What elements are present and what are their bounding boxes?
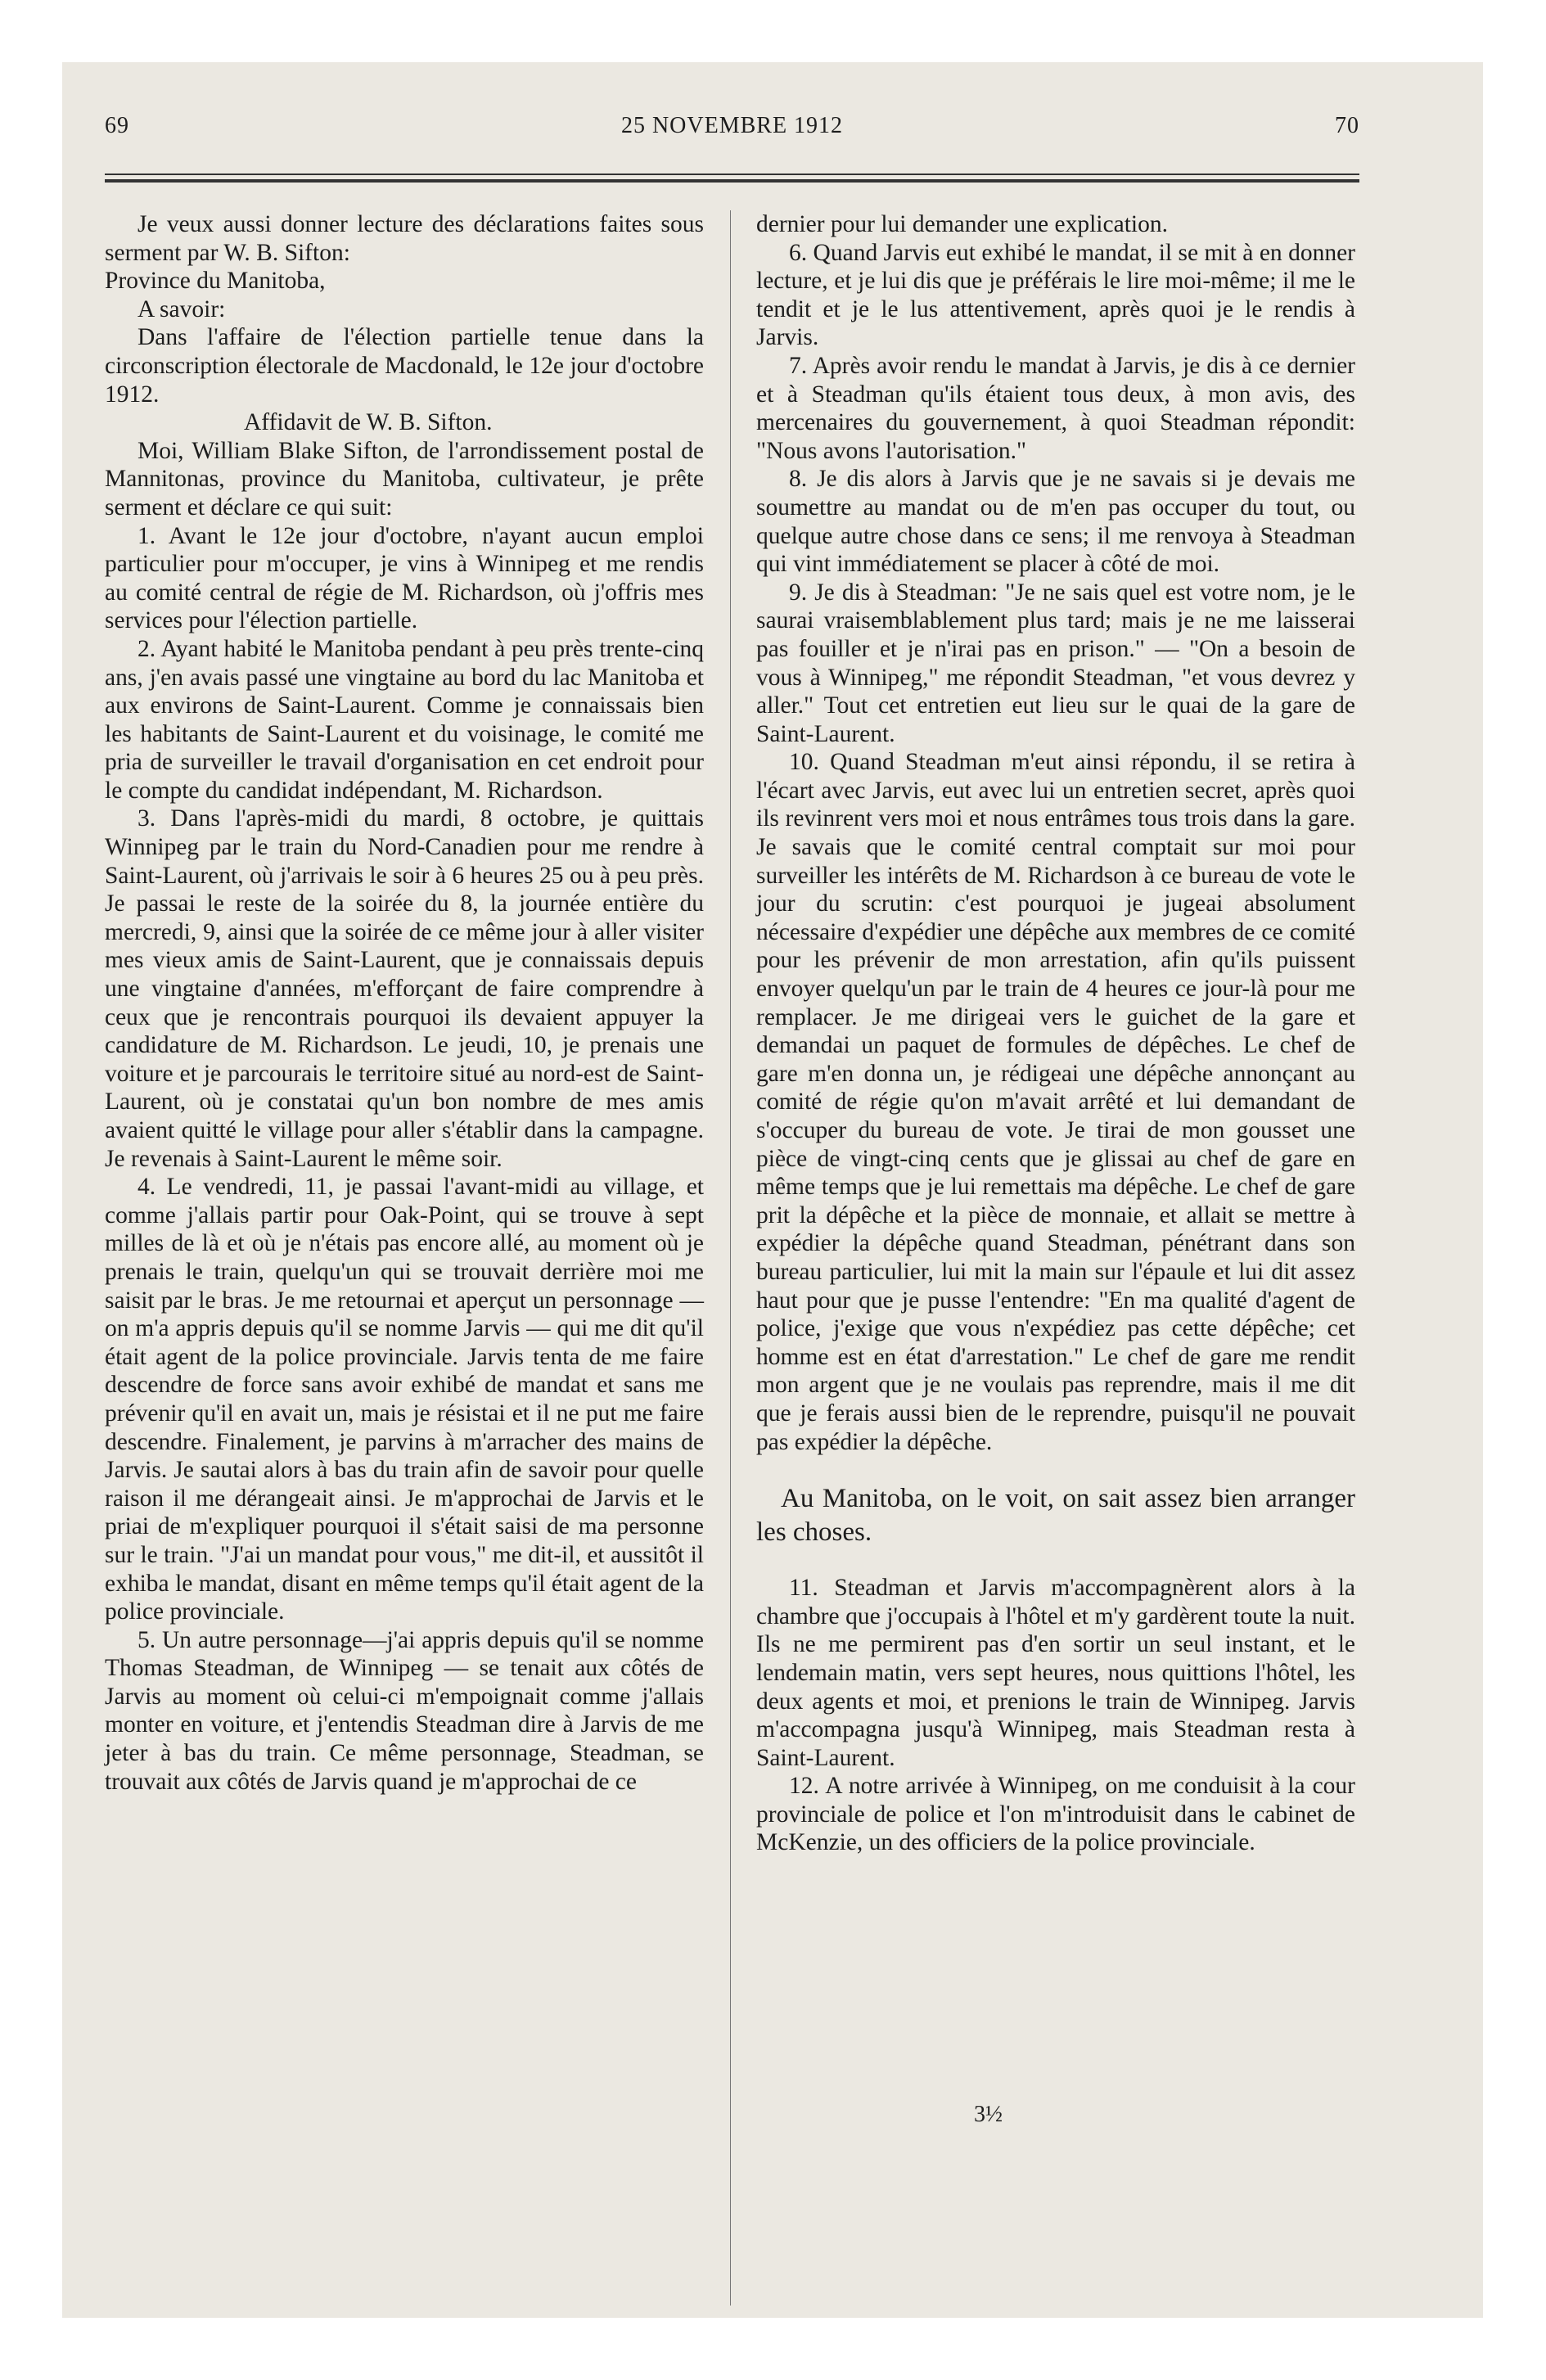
paragraph: 5. Un autre personnage—j'ai appris depuis qu'il se nomme Thomas Steadman, de Winnipeg — se tenait aux côtés de Jarvis au moment où celui-ci m'empoignait comme j'allais monter en voiture, et j'entendis Steadman dire à Jarvis de me jeter à bas du train. Ce même personnage, Steadman, se trouvait aux côtés de Jarvis quand je m'approchai de ce — [105, 1626, 704, 1795]
left-column — [105, 210, 704, 1796]
paragraph: Affidavit de W. B. Sifton. — [244, 409, 493, 436]
paragraph: Dans l'affaire de l'élection partielle tenue dans la circonscription électorale de Macdonald, le 12e jour d'octobre 1912. — [105, 324, 704, 408]
paragraph: 2. Ayant habité le Manitoba pendant à peu près trente-cinq ans, j'en avais passé une vingtaine au bord du lac Manitoba et aux environs de Saint-Laurent. Comme je connaissais bien les habitants de Saint-Laurent et du voisinage, le comité me pria de surveiller le travail d'organisation en cet endroit pour le compte du candidat indépendant, M. Richardson. — [105, 635, 704, 804]
paragraph: Moi, William Blake Sifton, de l'arrondissement postal de Mannitonas, province du Manitoba, cultivateur, je prête serment et déclare ce qui suit: — [105, 437, 704, 521]
paragraph: 7. Après avoir rendu le mandat à Jarvis, je dis à ce dernier et à Steadman qu'ils étaient tous deux, à mon avis, des mercenaires du gouvernement, à quoi Steadman répondit: "Nous avons l'autorisation." — [756, 352, 1355, 464]
right-column — [756, 210, 1355, 1857]
paragraph: 1. Avant le 12e jour d'octobre, n'ayant aucun emploi particulier pour m'occuper, je vins à Winnipeg et me rendis au comité central de régie de M. Richardson, où j'offris mes services pour l'élection partielle. — [105, 522, 704, 634]
paragraph: dernier pour lui demander une explication. — [756, 211, 1168, 237]
paragraph: Je veux aussi donner lecture des déclarations faites sous serment par W. B. Sifton: — [105, 211, 704, 266]
header-rule-thin — [105, 174, 1359, 175]
commentary-paragraph: Au Manitoba, on le voit, on sait assez bien arranger les choses. — [756, 1484, 1355, 1548]
paragraph: 10. Quand Steadman m'eut ainsi répondu, il se retira à l'écart avec Jarvis, eut avec lui un entretien secret, après quoi ils revinrent vers moi et nous entrâmes tous trois dans la gare. Je savais que le comité central comptait sur moi pour surveiller les intérêts de M. Richardson à ce bureau de vote le jour du scrutin: c'est pourquoi je jugeai absolument nécessaire d'expédier une dépêche aux membres de ce comité pour les prévenir de mon arrestation, afin qu'ils puissent envoyer quelqu'un par le train de 4 heures ce jour-là pour me remplacer. Je me dirigeai vers le guichet de la gare et demandai un paquet de formules de dépêches. Le chef de gare m'en donna un, je rédigeai une dépêche annonçant au comité de régie qu'on m'avait arrêté et lui demandant de s'occuper du bureau de vote. Je tirai de mon gousset une pièce de vingt-cinq cents que je glissai au chef de gare en même temps que je lui remettais ma dépêche. Le chef de gare prit la dépêche et la pièce de monnaie, et allait se mettre à expédier la dépêche quand Steadman, pénétrant dans son bureau particulier, lui mit la main sur l'épaule et lui dit assez haut pour que je pusse l'entendre: "En ma qualité d'agent de police, j'exige que vous n'expédiez pas cette dépêche; cet homme est en état d'arrestation." Le chef de gare me rendit mon argent que je ne voulais pas reprendre, mais il me dit que je ferais aussi bien de le reprendre, puisqu'il ne pouvait pas expédier la dépêche. — [756, 749, 1355, 1455]
paragraph: 4. Le vendredi, 11, je passai l'avant-midi au village, et comme j'allais partir pour Oak-Point, qui se trouve à sept milles de là et où je n'étais pas encore allé, au moment où je prenais le train, quelqu'un qui se trouvait derrière moi me saisit par le bras. Je me retournai et aperçut un personnage — on m'a appris depuis qu'il se nomme Jarvis — qui me dit qu'il était agent de la police provinciale. Jarvis tenta de me faire descendre de force sans avoir exhibé de mandat et sans me prévenir qu'il en avait un, mais je résistai et il ne put me faire descendre. Finalement, je parvins à m'arracher des mains de Jarvis. Je sautai alors à bas du train afin de savoir pour quelle raison il me dérangeait ainsi. Je m'approchai de Jarvis et le priai de m'expliquer pourquoi il s'était saisi de ma personne sur le train. "J'ai un mandat pour vous," me dit-il, et aussitôt il exhiba le mandat, disant en même temps qu'il était agent de la police provinciale. — [105, 1174, 704, 1625]
paragraph: 8. Je dis alors à Jarvis que je ne savais si je devais me soumettre au mandat ou de m'en pas occuper du tout, ou quelque autre chose dans ce sens; il me renvoya à Steadman qui vint immédiatement se placer à côté de moi. — [756, 466, 1355, 578]
page-number-left: 69 — [105, 113, 129, 138]
paragraph: 6. Quand Jarvis eut exhibé le mandat, il se mit à en donner lecture, et je lui dis que je préférais le lire moi-même; il me le tendit et je le lus attentivement, après quoi je le rendis à Jarvis. — [756, 239, 1355, 351]
paragraph: 3. Dans l'après-midi du mardi, 8 octobre, je quittais Winnipeg par le train du Nord-Canadien pour me rendre à Saint-Laurent, où j'arrivais le soir à 6 heures 25 ou à peu près. Je passai le reste de la soirée du 8, la journée entière du mercredi, 9, ainsi que la soirée de ce même jour à aller visiter mes vieux amis de Saint-Laurent, que je connaissais depuis une vingtaine d'années, m'efforçant de faire comprendre à ceux que je rencontrais pourquoi ils devaient appuyer la candidature de M. Richardson. Le jeudi, 10, je prenais une voiture et je parcourais le territoire situé au nord-est de Saint-Laurent, où je constatai qu'un bon nombre de mes amis avaient quitté le village pour aller s'établir dans la campagne. Je revenais à Saint-Laurent le même soir. — [105, 805, 704, 1172]
signature-mark: 3½ — [974, 2102, 1003, 2127]
header-rule-thick — [105, 179, 1359, 183]
hansard-page — [105, 113, 1359, 2257]
paragraph: 12. A notre arrivée à Winnipeg, on me conduisit à la cour provinciale de police et l'on m'introduisit dans le cabinet de McKenzie, un des officiers de la police provinciale. — [756, 1773, 1355, 1856]
page-date: 25 NOVEMBRE 1912 — [620, 113, 844, 138]
page-header — [105, 113, 1359, 162]
page-number-right: 70 — [1335, 113, 1359, 138]
paragraph: Province du Manitoba, — [105, 268, 326, 295]
paragraph: A savoir: — [137, 295, 226, 322]
paragraph: 9. Je dis à Steadman: "Je ne sais quel est votre nom, je le saurai vraisemblablement plus tard; mais je ne me laisserai pas fouiller et je n'irai pas en prison." — "On a besoin de vous à Winnipeg," me répondit Steadman, "et vous devrez y aller." Tout cet entretien eut lieu sur le quai de la gare de Saint-Laurent. — [756, 579, 1355, 747]
column-divider — [730, 210, 731, 2306]
paragraph: 11. Steadman et Jarvis m'accompagnèrent alors à la chambre que j'occupais à l'hôtel et m'y gardèrent toute la nuit. Ils ne me permirent pas d'en sortir un seul instant, et le lendemain matin, vers sept heures, nous quittions l'hôtel, les deux agents et moi, et prenions le train de Winnipeg. Jarvis m'accompagna jusqu'à Winnipeg, mais Steadman resta à Saint-Laurent. — [756, 1575, 1355, 1771]
